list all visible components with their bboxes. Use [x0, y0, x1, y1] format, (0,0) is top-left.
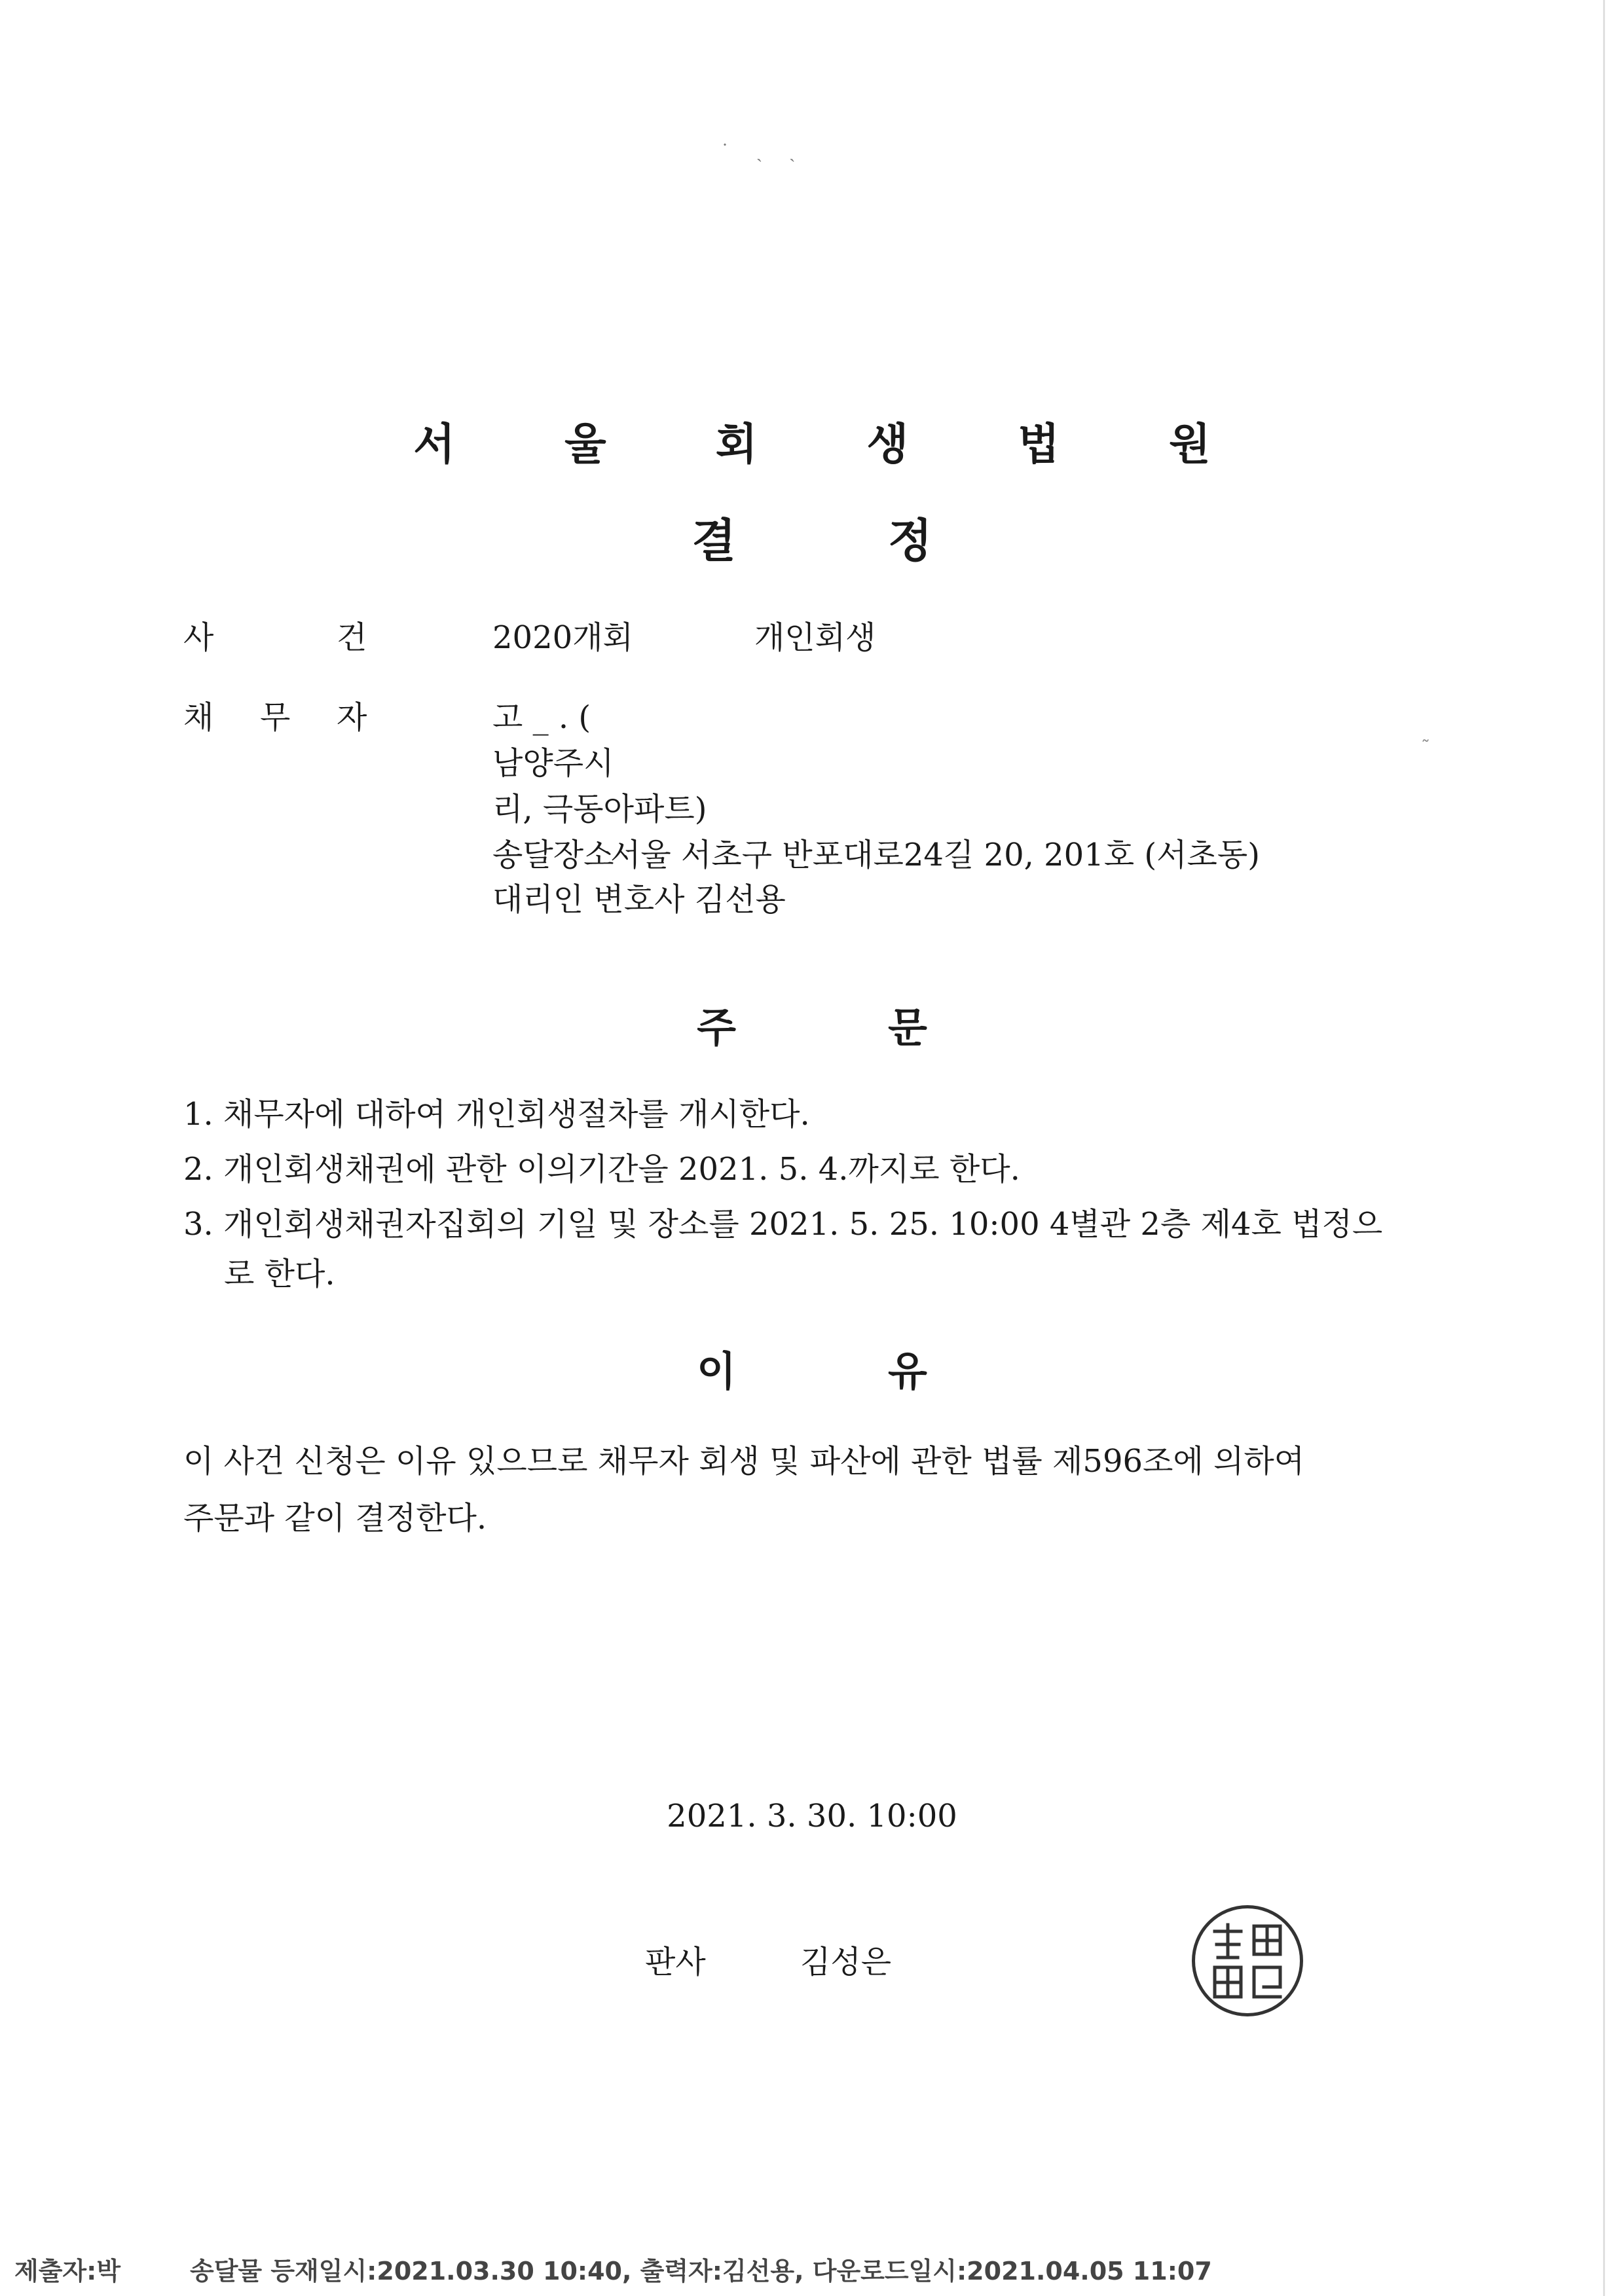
- judge-title: 판사: [645, 1944, 706, 1980]
- reason-heading: 이 유: [697, 1347, 927, 1395]
- case-label: 사 건: [183, 619, 367, 656]
- order-heading: 주 문: [697, 1004, 927, 1051]
- order-item: 3. 개인회생채권자집회의 기일 및 장소를 2021. 5. 25. 10:00 4별관 2층 제4호 법정으: [183, 1206, 1383, 1243]
- order-item-continuation: 로 한다.: [224, 1256, 335, 1292]
- debtor-name: 고 _ . (: [492, 699, 591, 736]
- seal-icon: [1198, 1912, 1297, 2010]
- judge-seal: [1192, 1905, 1303, 2016]
- page-edge: [1603, 0, 1605, 2296]
- document-title: 결 정: [692, 514, 932, 568]
- debtor-label: 채 무 자: [183, 699, 367, 736]
- scan-artifact: ˙ ˏ ˎ: [720, 141, 806, 162]
- order-item: 1. 채무자에 대하여 개인회생절차를 개시한다.: [183, 1096, 810, 1133]
- reason-text: 이 사건 신청은 이유 있으므로 채무자 회생 및 파산에 관한 법률 제596조에 의하여: [183, 1443, 1305, 1480]
- case-value: [492, 615, 876, 660]
- case-number: 2020개회: [492, 619, 633, 656]
- scan-artifact: ˜: [1421, 737, 1430, 758]
- decision-date: 2021. 3. 30. 10:00: [667, 1798, 957, 1834]
- footer-details: 송달물 등재일시:2021.03.30 10:40, 출력자:김선용, 다운로드일시:2021.04.05 11:07: [190, 2257, 1212, 2286]
- order-item: 2. 개인회생채권에 관한 이의기간을 2021. 5. 4.까지로 한다.: [183, 1151, 1020, 1188]
- footer-submitter: 제출자:박: [14, 2257, 121, 2286]
- reason-text: 주문과 같이 결정한다.: [183, 1500, 487, 1537]
- case-type: 개인회생: [754, 619, 876, 656]
- debtor-agent: 대리인 변호사 김선용: [492, 881, 786, 918]
- delivery-address: 송달장소서울 서초구 반포대로24길 20, 201호 (서초동): [492, 837, 1260, 873]
- debtor-address-line1: 남양주시: [492, 745, 614, 782]
- judge-name: 김성은: [800, 1944, 892, 1980]
- court-name: 서 울 회 생 법 원: [413, 419, 1258, 469]
- debtor-address-line2: 리, 극동아파트): [492, 791, 707, 828]
